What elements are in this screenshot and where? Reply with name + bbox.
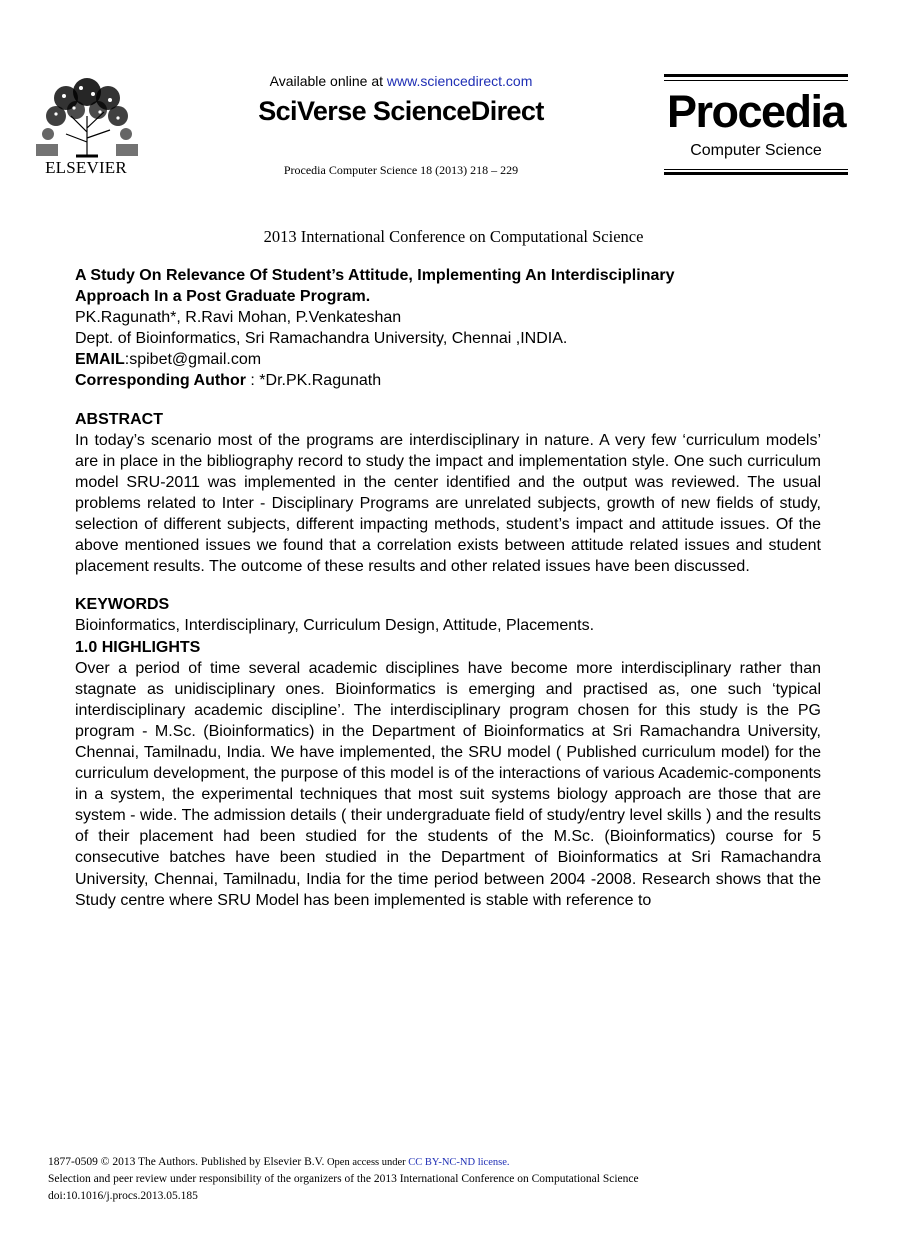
corresponding-label: Corresponding Author: [75, 372, 246, 390]
publisher-name: ELSEVIER: [45, 158, 127, 177]
affiliation: Dept. of Bioinformatics, Sri Ramachandra University, Chennai ,INDIA.: [75, 330, 568, 348]
page-footer: [48, 1154, 868, 1205]
available-online: [200, 73, 602, 89]
copyright-text: 1877-0509 © 2013 The Authors. Published by Elsevier B.V.: [48, 1156, 325, 1168]
article-body: [75, 265, 821, 911]
license-link[interactable]: CC BY-NC-ND license.: [408, 1157, 510, 1168]
keywords-text: Bioinformatics, Interdisciplinary, Curriculum Design, Attitude, Placements.: [75, 617, 595, 635]
abstract-heading: ABSTRACT: [75, 410, 163, 428]
keywords-heading: KEYWORDS: [75, 596, 170, 614]
copyright-line: [48, 1154, 868, 1171]
platform-name: SciVerse ScienceDirect: [258, 96, 544, 126]
authors: PK.Ragunath*, R.Ravi Mohan, P.Venkateshan: [75, 309, 402, 327]
top-rule-thick: [664, 74, 848, 77]
email-value: :spibet@gmail.com: [124, 351, 262, 369]
available-prefix: Available online at: [269, 73, 383, 89]
corresponding-author: [75, 370, 821, 391]
bottom-rule-thin: [664, 169, 848, 170]
highlights-text: Over a period of time several academic disciplines have become more interdisciplinary rather than stagnate as unidisciplinary ones. Bioinformatics is emerging and practised as, one such ‘typical interdisciplinary academic discipline’. The interdisciplinary program chosen for this study is the PG program - M.Sc. (Bioinformatics) in the Department of Bioinformatics at Sri Ramachandra University, Chennai, Tamilnadu, India. We have implemented, the SRU model ( Published curriculum model) for the curriculum development, the purpose of this model is of the interactions of various Academic-components in a system, the experimental techniques that most suit systems biology approach are those that are system - wide. The admission details ( their undergraduate field of study/entry level skills ) and the results of their placement had been studied for the students of the M.Sc. (Bioinformatics) course for 5 consecutive batches have been studied in the Department of Bioinformatics at Sri Ramachandra University, Chennai, Tamilnadu, India for the time period between 2004 -2008. Research shows that the Study centre where SRU Model has been implemented is stable with reference to: [75, 659, 821, 909]
journal-logo: [664, 74, 848, 176]
abstract-text: In today’s scenario most of the programs are interdisciplinary in nature. A very few ‘curriculum models’ are in place in the bibliography record to study the impact and implementation style. One such curriculum model SRU-2011 was implemented in the center identified and the output was reviewed. The usual problems related to Inter - Disciplinary Programs are unrelated subjects, growth of new fields of study, selection of different subjects, different impacting methods, student’s impact and attitude issues. Of the above mentioned issues we found that a correlation exists between attitude related issues and student placement results. The outcome of these results and other related issues have been discussed.: [75, 431, 821, 576]
sciencedirect-link[interactable]: www.sciencedirect.com: [386, 73, 533, 89]
article-title-line-2: Approach In a Post Graduate Program.: [75, 288, 371, 306]
journal-subtitle: Computer Science: [690, 142, 822, 159]
journal-brand: Procedia: [666, 86, 846, 137]
article-title-line-1: A Study On Relevance Of Student’s Attitude, Implementing An Interdisciplinary: [75, 267, 675, 284]
top-rule-thin: [664, 80, 848, 81]
corresponding-value: : *Dr.PK.Ragunath: [245, 372, 382, 390]
spacer: [75, 577, 821, 594]
bottom-rule-thick: [664, 172, 848, 175]
spacer: [75, 392, 821, 409]
peer-review-line: Selection and peer review under responsibility of the organizers of the 2013 International Conference on Computational Science: [48, 1173, 639, 1185]
open-access-text: Open access under: [324, 1157, 409, 1168]
journal-reference: Procedia Computer Science 18 (2013) 218 – 229: [283, 163, 519, 177]
highlights-heading: 1.0 HIGHLIGHTS: [75, 638, 201, 656]
doi-line: doi:10.1016/j.procs.2013.05.185: [48, 1190, 198, 1202]
email: [75, 349, 821, 370]
email-label: EMAIL: [75, 351, 125, 369]
conference-name: 2013 International Conference on Computational Science: [263, 227, 644, 246]
